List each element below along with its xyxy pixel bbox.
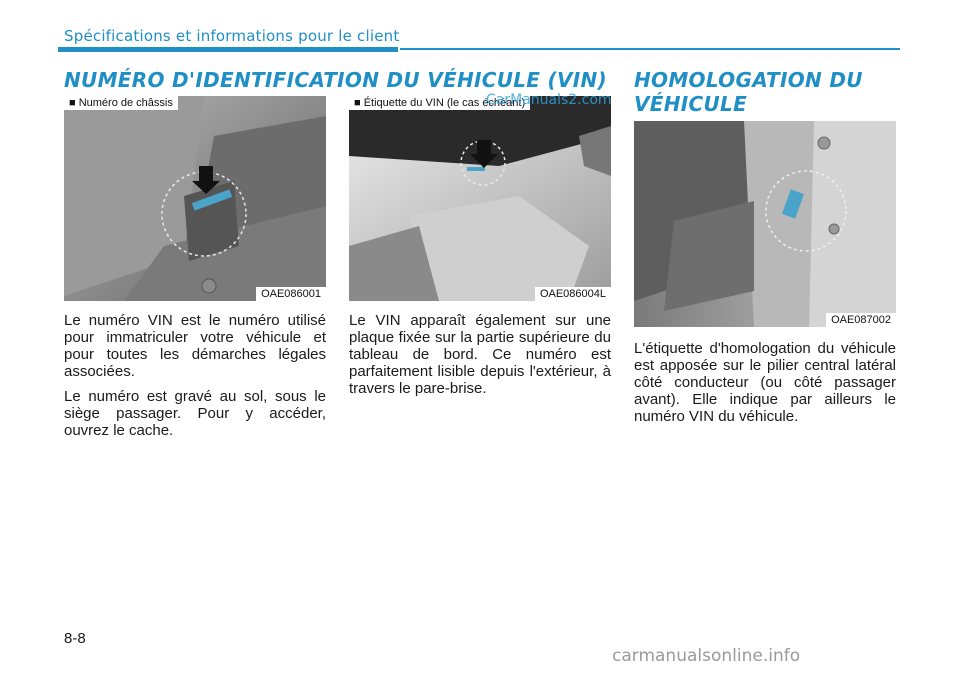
paragraph: Le numéro est gravé au sol, sous le siège passager. Pour y accéder, ouvrez le cache.	[64, 388, 326, 439]
vin-label-photo	[349, 96, 611, 301]
homologation-title-line1: HOMOLOGATION DU	[634, 68, 863, 92]
header-rule	[400, 48, 900, 50]
paragraph: L'étiquette d'homologation du véhicule est apposée sur le pilier central latéral côté conducteur (ou côté passager avant). Elle indique par ailleurs le numéro VIN du véhicule.	[634, 340, 896, 425]
paragraph: Le numéro VIN est le numéro utilisé pour immatriculer votre véhicule et pour toutes les démarches légales associées.	[64, 312, 326, 380]
figure-caption: ■ Étiquette du VIN (le cas échéant)	[349, 96, 530, 110]
figure-code: OAE087002	[826, 313, 896, 327]
figure-code: OAE086001	[256, 287, 326, 301]
header-accent-bar	[58, 47, 398, 52]
column-2-text	[349, 312, 611, 405]
column-3-text	[634, 340, 896, 433]
column-1-text	[64, 312, 326, 447]
vin-section-title: NUMÉRO D'IDENTIFICATION DU VÉHICULE (VIN)	[64, 68, 607, 92]
paragraph: Le VIN apparaît également sur une plaque fixée sur la partie supérieure du tableau de bord. Ce numéro est parfaitement lisible depuis l'extérieur, à travers le pare-brise.	[349, 312, 611, 397]
homologation-label-photo	[634, 121, 896, 327]
section-header: Spécifications et informations pour le client	[64, 27, 400, 45]
watermark-carmanualsonline: carmanualsonline.info	[612, 646, 801, 666]
homologation-title-line2: VÉHICULE	[634, 92, 748, 116]
figure-caption: ■ Numéro de châssis	[64, 96, 178, 110]
figure-code: OAE086004L	[535, 287, 611, 301]
page-number: 8-8	[64, 630, 86, 647]
watermark-carmanuals: CarManuals2.com	[486, 92, 612, 108]
chassis-number-photo	[64, 96, 326, 301]
